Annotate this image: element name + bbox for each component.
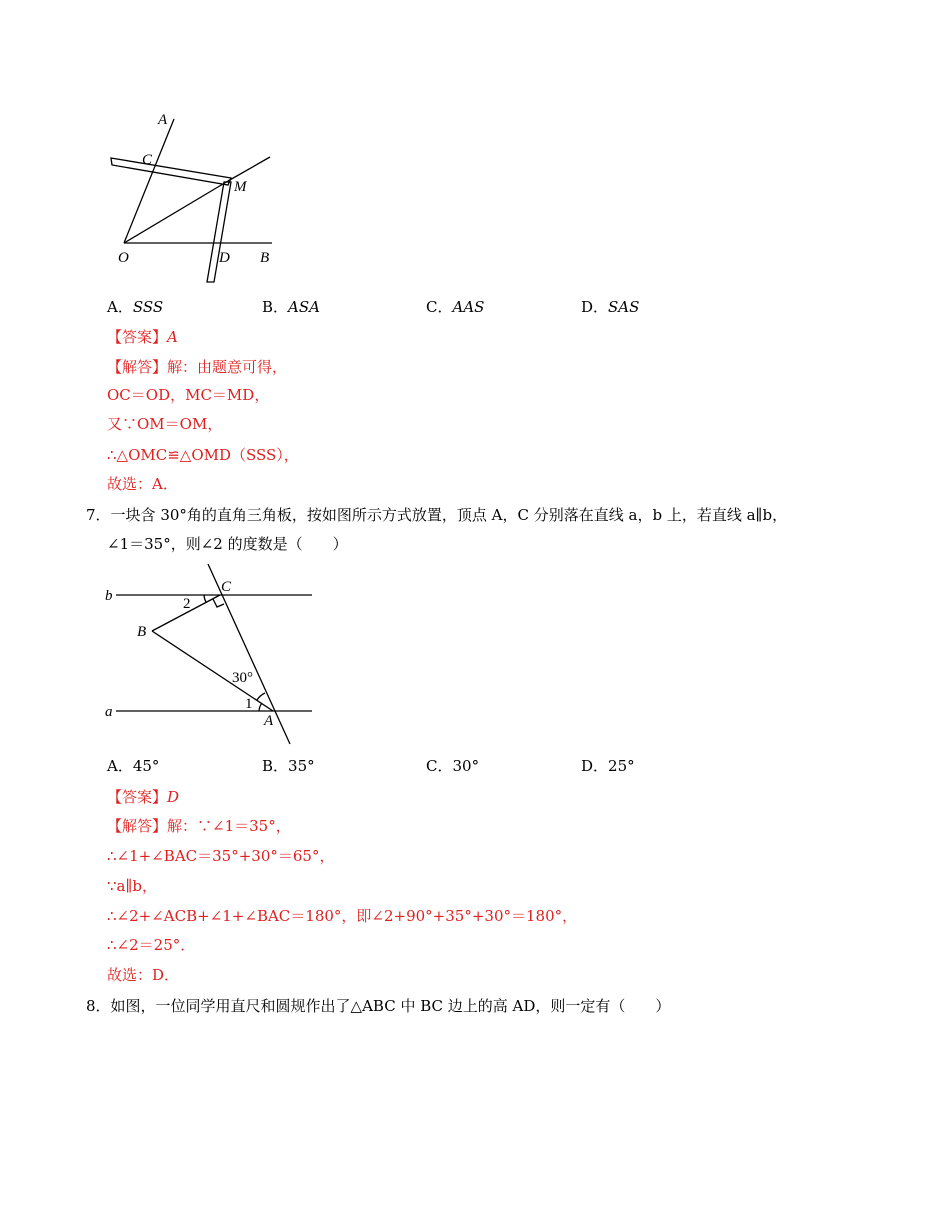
angle-1-arc	[259, 703, 262, 711]
q6-answer: 【答案】A	[107, 328, 178, 346]
label-30-degrees: 30°	[232, 670, 253, 686]
q7-solution-line-4: ∴∠2+∠ACB+∠1+∠BAC＝180°，即∠2+90°+35°+30°＝180°，	[107, 907, 578, 925]
q7-solution-line-2: ∴∠1+∠BAC＝35°+30°＝65°，	[107, 847, 335, 865]
segment-ba	[152, 631, 273, 711]
q7-solution-line-3: ∵a∥b，	[107, 877, 158, 895]
q7-stem-line-2: ∠1＝35°，则∠2 的度数是（ ）	[107, 535, 348, 553]
q6-solution-line-3: 又∵OM＝OM，	[107, 415, 223, 433]
q6-solution-line-1: 【解答】解：由题意可得，	[107, 358, 288, 376]
label-a: A	[158, 112, 168, 128]
q7-option-c: C．30°	[426, 757, 480, 775]
label-angle-2: 2	[183, 596, 191, 612]
q6-solution-line-2: OC＝OD，MC＝MD，	[107, 386, 270, 404]
q6-solution-line-5: 故选：A．	[107, 475, 178, 493]
q6-figure	[100, 105, 290, 285]
ray-oa	[124, 119, 174, 243]
label-a-line: a	[105, 704, 113, 720]
q6-option-c: C．AAS	[426, 298, 485, 316]
angle-2-arc	[204, 595, 206, 602]
label-o: O	[118, 250, 129, 266]
label-a-vertex: A	[264, 713, 274, 729]
label-b: B	[260, 250, 270, 266]
right-angle-mark	[213, 599, 224, 607]
label-c: C	[221, 579, 232, 595]
label-b-line: b	[105, 588, 113, 604]
ruler-2	[207, 182, 231, 282]
q8-stem: 8．如图，一位同学用直尺和圆规作出了△ABC 中 BC 边上的高 AD，则一定有（ ）	[86, 997, 671, 1015]
q6-option-d: D．SAS	[581, 298, 640, 316]
label-d: D	[219, 250, 230, 266]
q6-option-b: B．ASA	[262, 298, 320, 316]
q7-option-a: A．45°	[107, 757, 160, 775]
bisector-extension	[228, 157, 270, 181]
q7-solution-line-6: 故选：D．	[107, 966, 180, 984]
q7-solution-line-1: 【解答】解：∵∠1＝35°，	[107, 817, 291, 835]
label-b-vertex: B	[137, 624, 147, 640]
q7-solution-line-5: ∴∠2＝25°．	[107, 936, 196, 954]
q7-figure	[100, 560, 320, 750]
q6-option-a: A．SSS	[107, 298, 164, 316]
q7-option-b: B．35°	[262, 757, 315, 775]
q7-answer: 【答案】D	[107, 788, 180, 806]
ruler-1	[111, 158, 231, 185]
q7-option-d: D．25°	[581, 757, 635, 775]
label-angle-1: 1	[245, 696, 253, 712]
label-c: C	[142, 152, 153, 168]
q6-solution-line-4: ∴△OMC≌△OMD（SSS），	[107, 446, 299, 464]
label-m: M	[234, 179, 247, 195]
segment-om	[124, 181, 228, 243]
angle-30-arc	[257, 693, 265, 700]
q7-stem-line-1: 7．一块含 30°角的直角三角板，按如图所示方式放置，顶点 A，C 分别落在直线 a，b 上，若直线 a∥b，	[86, 506, 788, 524]
